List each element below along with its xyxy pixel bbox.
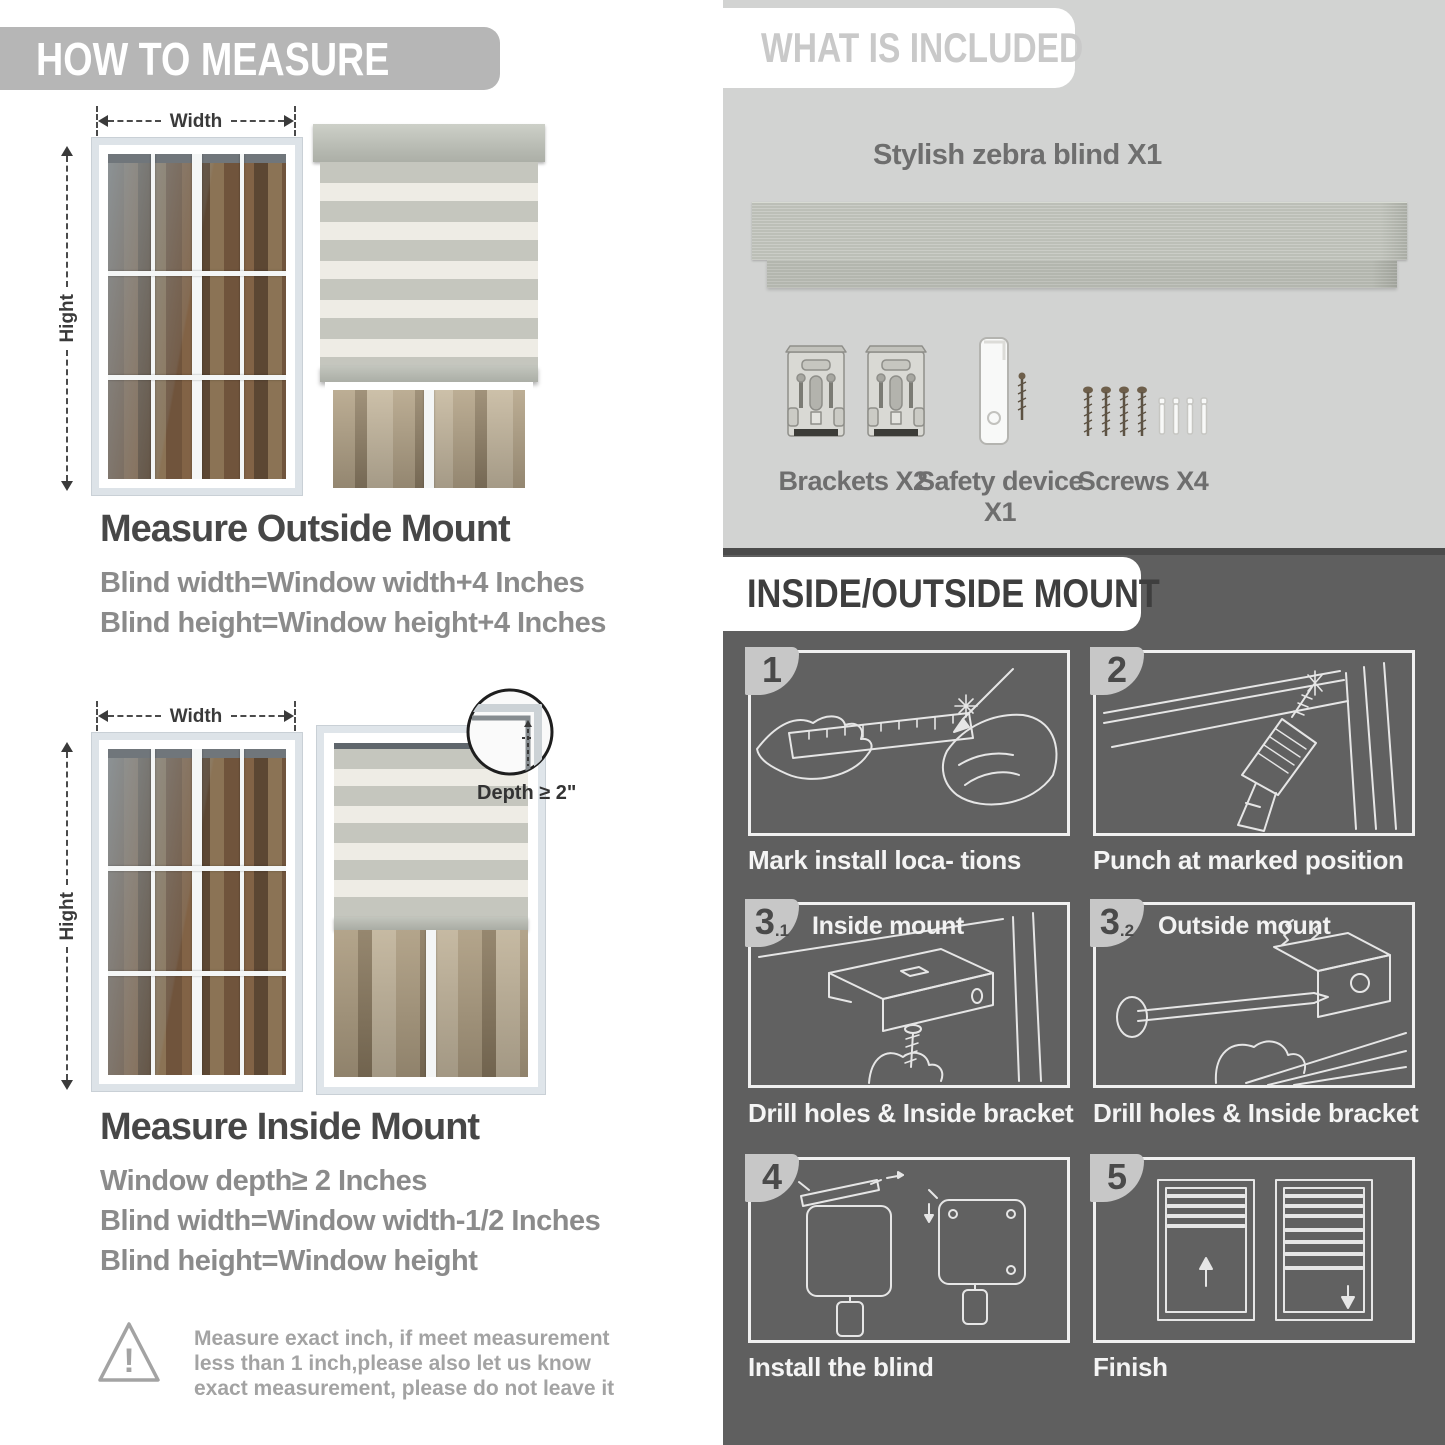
step1-illustration [751, 653, 1067, 833]
step4-badge: 4 [745, 1154, 799, 1202]
exclamation-triangle-icon [94, 1316, 164, 1392]
zebra-blind-outside-mount [313, 124, 545, 496]
how-to-measure-title: HOW TO MEASURE [36, 32, 390, 85]
step3-1-badge: 3 .1 [745, 899, 799, 947]
what-is-included-header [723, 8, 1084, 88]
exclamation-mark: ! [123, 1342, 135, 1380]
step1-caption: Mark install loca- tions [748, 845, 1022, 875]
step3-1-title: Inside mount [812, 912, 964, 940]
outside-mount-instructions [100, 508, 606, 643]
step3-2-badge: 3 .2 [1090, 899, 1144, 947]
depth-detail-magnifier [464, 686, 556, 778]
mount-header [723, 557, 1160, 631]
inside-mount-instructions [100, 1106, 600, 1281]
window-photo-inside [92, 733, 302, 1091]
inside-rule-height: Blind height=Window height [100, 1245, 478, 1277]
step2-illustration [1096, 653, 1412, 833]
blind-bottom-rail [334, 917, 528, 930]
zebra-blind-headrail [752, 202, 1407, 260]
outside-rule-width: Blind width=Window width+4 Inches [100, 567, 585, 599]
brackets-label: Brackets X2 [778, 466, 928, 496]
window-photo-outside [92, 138, 302, 495]
arrow-up-icon [61, 742, 73, 752]
inside-rule-width: Blind width=Window width-1/2 Inches [100, 1205, 601, 1237]
step1-badge: 1 [745, 647, 799, 695]
mounting-bracket-icon [782, 342, 928, 446]
step5-caption: Finish [1093, 1352, 1168, 1382]
width-dimension-arrow [96, 701, 296, 731]
dimension-tick [294, 106, 296, 136]
inside-mount-title: Measure Inside Mount [100, 1106, 480, 1148]
blind-bottom-rail [320, 366, 538, 382]
zebra-blind-headrail-lower [767, 260, 1397, 288]
arrow-right-icon [284, 710, 294, 722]
step2-caption: Punch at marked position [1093, 845, 1404, 875]
product-label: Stylish zebra blind X1 [873, 139, 1162, 171]
step3-2-caption: Drill holes & Inside bracket [1093, 1098, 1419, 1128]
width-label: Width [169, 110, 223, 132]
step3-2-title: Outside mount [1158, 912, 1331, 940]
arrow-left-icon [98, 710, 108, 722]
arrow-up-icon [61, 146, 73, 156]
width-dimension-arrow [96, 106, 296, 136]
inside-rule-depth: Window depth≥ 2 Inches [100, 1165, 427, 1197]
depth-label: Depth ≥ 2" [477, 782, 577, 804]
arrow-down-icon [61, 1080, 73, 1090]
step3-1-caption: Drill holes & Inside bracket [748, 1098, 1074, 1128]
screws-label: Screws X4 [1077, 466, 1209, 496]
step5-badge: 5 [1090, 1154, 1144, 1202]
step2-badge: 2 [1090, 647, 1144, 695]
height-label: Hight [56, 891, 78, 941]
window-below-blind [334, 930, 528, 1077]
arrow-down-icon [61, 481, 73, 491]
height-dimension-arrow [52, 146, 82, 491]
measurement-warning [94, 1316, 630, 1401]
step-panel-2 [1093, 650, 1415, 836]
blind-zebra-stripes [320, 162, 538, 366]
step4-illustration [751, 1160, 1067, 1340]
arrow-left-icon [98, 115, 108, 127]
step-panel-1 [748, 650, 1070, 836]
outside-mount-title: Measure Outside Mount [100, 508, 510, 550]
height-label: Hight [56, 294, 78, 343]
step4-caption: Install the blind [748, 1352, 934, 1382]
window-below-blind [325, 382, 533, 496]
step5-illustration [1096, 1160, 1412, 1340]
safety-device-icon [962, 334, 1038, 454]
what-is-included-title: WHAT IS INCLUDED [761, 24, 1084, 71]
mount-title: INSIDE/OUTSIDE MOUNT [747, 571, 1160, 616]
screws-anchors-icon [1082, 384, 1208, 448]
how-to-measure-header [0, 27, 500, 90]
height-dimension-arrow [52, 742, 82, 1090]
warning-text: Measure exact inch, if meet measurement less than 1 inch,please also let us know exact measurement, please do not leave it [194, 1327, 615, 1400]
safety-device-label: Safety device X1 [916, 466, 1084, 527]
width-label: Width [169, 705, 223, 727]
outside-rule-height: Blind height=Window height+4 Inches [100, 607, 606, 639]
blind-valance [313, 124, 545, 162]
arrow-right-icon [284, 115, 294, 127]
step-panel-4 [748, 1157, 1070, 1343]
step-panel-5 [1093, 1157, 1415, 1343]
